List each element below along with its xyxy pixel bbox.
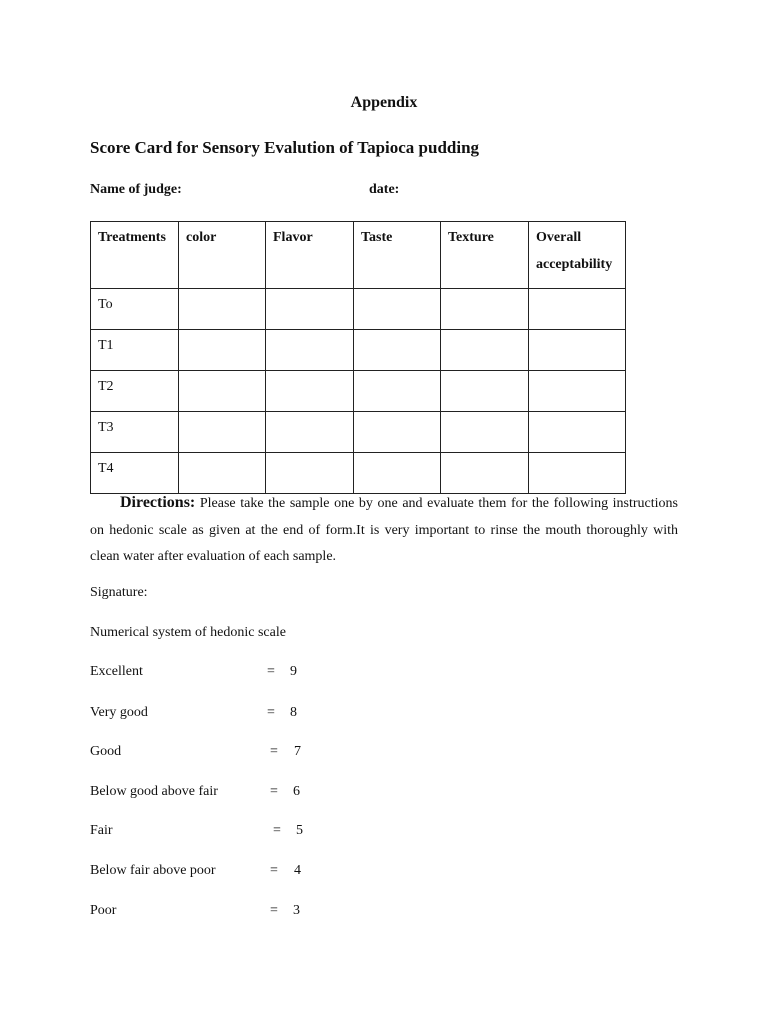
scale-value: 5: [296, 823, 303, 838]
scale-value: 3: [293, 903, 300, 918]
table-row: [91, 371, 626, 412]
treatment-cell: T2: [91, 371, 179, 412]
equals-sign: =: [270, 744, 278, 759]
equals-sign: =: [270, 784, 278, 799]
score-cell[interactable]: [354, 289, 441, 330]
score-cell[interactable]: [441, 289, 529, 330]
score-cell[interactable]: [529, 371, 626, 412]
equals-sign: =: [267, 705, 275, 720]
table-row: [91, 412, 626, 453]
score-cell[interactable]: [179, 371, 266, 412]
scale-value: 6: [293, 784, 300, 799]
scale-label: Very good: [90, 705, 148, 720]
header-overall-acceptability: Overall acceptability: [529, 222, 626, 289]
score-cell[interactable]: [354, 412, 441, 453]
score-cell[interactable]: [529, 289, 626, 330]
scale-item: [90, 744, 390, 764]
score-cell[interactable]: [266, 453, 354, 494]
score-cell[interactable]: [179, 453, 266, 494]
scale-item: [90, 705, 390, 725]
treatment-cell: T4: [91, 453, 179, 494]
scale-item: [90, 823, 390, 843]
score-cell[interactable]: [354, 330, 441, 371]
header-taste: Taste: [354, 222, 441, 289]
score-table: [90, 221, 626, 494]
score-cell[interactable]: [441, 371, 529, 412]
equals-sign: =: [267, 664, 275, 679]
treatment-cell: T1: [91, 330, 179, 371]
header-flavor: Flavor: [266, 222, 354, 289]
scale-item: [90, 784, 390, 804]
score-cell[interactable]: [529, 453, 626, 494]
treatment-cell: To: [91, 289, 179, 330]
score-cell[interactable]: [529, 412, 626, 453]
header-treatments: Treatments: [91, 222, 179, 289]
score-cell[interactable]: [266, 371, 354, 412]
page-title: Score Card for Sensory Evalution of Tapioca pudding: [90, 138, 480, 157]
scale-value: 4: [294, 863, 301, 878]
score-cell[interactable]: [354, 371, 441, 412]
scale-value: 9: [290, 664, 297, 679]
score-cell[interactable]: [179, 330, 266, 371]
scale-item: [90, 863, 390, 883]
score-cell[interactable]: [529, 330, 626, 371]
scale-label: Excellent: [90, 664, 143, 679]
score-cell[interactable]: [441, 412, 529, 453]
table-row: [91, 453, 626, 494]
score-cell[interactable]: [441, 330, 529, 371]
header-texture: Texture: [441, 222, 529, 289]
score-cell[interactable]: [441, 453, 529, 494]
scale-label: Below good above fair: [90, 784, 218, 799]
scale-label: Poor: [90, 903, 117, 918]
table-row: [91, 289, 626, 330]
signature-label: Signature:: [90, 585, 148, 600]
score-cell[interactable]: [266, 412, 354, 453]
table-row: [91, 330, 626, 371]
judge-name-label: Name of judge:: [90, 182, 182, 197]
directions-text: Please take the sample one by one and evaluate them for the following instructions on hedonic scale as given at the end of form.It is very important to rinse the mouth thoroughly with clean water after evaluation of each sample.: [90, 496, 678, 564]
directions-paragraph: [90, 490, 678, 571]
directions-label: Directions:: [120, 494, 196, 511]
table-header-row: [91, 222, 626, 289]
hedonic-scale-title: Numerical system of hedonic scale: [90, 625, 286, 640]
equals-sign: =: [270, 903, 278, 918]
scale-item: [90, 903, 390, 923]
scale-value: 7: [294, 744, 301, 759]
scale-item: [90, 664, 390, 684]
scale-label: Below fair above poor: [90, 863, 216, 878]
score-cell[interactable]: [266, 330, 354, 371]
scale-label: Fair: [90, 823, 113, 838]
equals-sign: =: [273, 823, 281, 838]
equals-sign: =: [270, 863, 278, 878]
score-cell[interactable]: [179, 412, 266, 453]
date-label: date:: [369, 182, 400, 197]
score-cell[interactable]: [354, 453, 441, 494]
treatment-cell: T3: [91, 412, 179, 453]
appendix-heading: Appendix: [350, 94, 418, 111]
score-cell[interactable]: [266, 289, 354, 330]
scale-label: Good: [90, 744, 122, 759]
header-color: color: [179, 222, 266, 289]
score-cell[interactable]: [179, 289, 266, 330]
scale-value: 8: [290, 705, 297, 720]
